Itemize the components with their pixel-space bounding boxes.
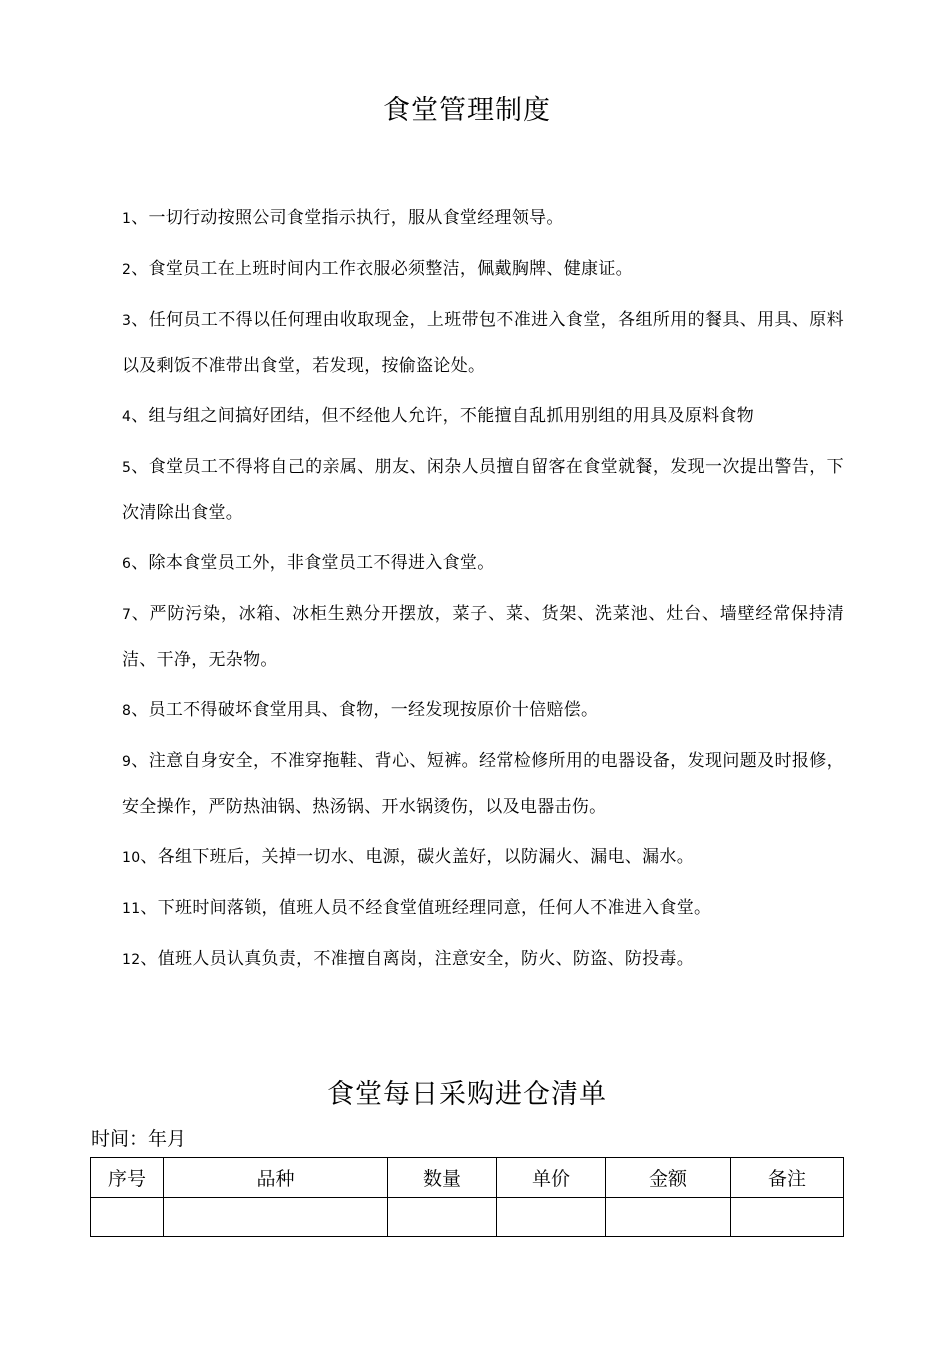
rule-number: 6 xyxy=(122,556,132,572)
rule-text: 、组与组之间搞好团结，但不经他人允许，不能擅自乱抓用别组的用具及原料食物 xyxy=(131,406,755,426)
rule-text: 、任何员工不得以任何理由收取现金，上班带包不准进入食堂，各组所用的餐具、用具、原料以及剩饭不准带出食堂，若发现，按偷盗论处。 xyxy=(122,310,844,376)
rule-item xyxy=(122,445,844,536)
rules-list xyxy=(122,196,844,988)
rule-item xyxy=(122,298,844,389)
table-row xyxy=(91,1198,844,1237)
document-title: 食堂管理制度 xyxy=(383,95,551,126)
column-header: 序号 xyxy=(91,1158,164,1198)
rule-text: 、各组下班后，关掉一切水、电源，碳火盖好，以防漏火、漏电、漏水。 xyxy=(140,847,695,867)
rule-text: 、食堂员工在上班时间内工作衣服必须整洁，佩戴胸牌、健康证。 xyxy=(131,259,633,279)
rule-item xyxy=(122,541,844,587)
rule-number: 8 xyxy=(122,703,132,719)
column-header: 数量 xyxy=(388,1158,497,1198)
column-header: 品种 xyxy=(164,1158,388,1198)
rule-number: 9 xyxy=(122,754,132,770)
rule-item xyxy=(122,739,844,830)
rule-text: 、注意自身安全，不准穿拖鞋、背心、短裤。经常检修所用的电器设备，发现问题及时报修，安全操作，严防热油锅、热汤锅、开水锅烫伤，以及电器击伤。 xyxy=(122,751,844,817)
rule-number: 5 xyxy=(122,460,132,476)
time-label: 时间：年月 xyxy=(91,1128,187,1150)
rule-text: 、员工不得破坏食堂用具、食物，一经发现按原价十倍赔偿。 xyxy=(131,700,599,720)
rule-item xyxy=(122,688,844,734)
column-header: 单价 xyxy=(497,1158,606,1198)
rule-item xyxy=(122,937,844,983)
rule-number: 7 xyxy=(122,607,132,623)
rule-number: 10 xyxy=(122,850,141,866)
table-cell[interactable] xyxy=(606,1198,731,1237)
table-cell[interactable] xyxy=(91,1198,164,1237)
rule-number: 11 xyxy=(122,901,141,917)
table-header-row xyxy=(91,1158,844,1198)
rule-number: 12 xyxy=(122,952,141,968)
rule-item xyxy=(122,196,844,242)
rule-number: 4 xyxy=(122,409,132,425)
rule-number: 3 xyxy=(122,313,132,329)
table-cell[interactable] xyxy=(497,1198,606,1237)
rule-number: 1 xyxy=(122,211,132,227)
rule-text: 、下班时间落锁，值班人员不经食堂值班经理同意，任何人不准进入食堂。 xyxy=(140,898,712,918)
table-cell[interactable] xyxy=(164,1198,388,1237)
rule-item xyxy=(122,886,844,932)
rule-number: 2 xyxy=(122,262,132,278)
table-cell[interactable] xyxy=(731,1198,844,1237)
rule-item xyxy=(122,394,844,440)
rule-item xyxy=(122,835,844,881)
rule-text: 、值班人员认真负责，不准擅自离岗，注意安全，防火、防盗、防投毒。 xyxy=(140,949,695,969)
rule-text: 、食堂员工不得将自己的亲属、朋友、闲杂人员擅自留客在食堂就餐，发现一次提出警告，下次清除出食堂。 xyxy=(122,457,844,523)
column-header: 金额 xyxy=(606,1158,731,1198)
rule-item xyxy=(122,247,844,293)
rule-text: 、一切行动按照公司食堂指示执行，服从食堂经理领导。 xyxy=(131,208,564,228)
purchase-table xyxy=(90,1157,844,1237)
purchase-list-title: 食堂每日采购进仓清单 xyxy=(327,1079,607,1110)
rule-item xyxy=(122,592,844,683)
rule-text: 、除本食堂员工外，非食堂员工不得进入食堂。 xyxy=(131,553,495,573)
rule-text: 、严防污染，冰箱、冰柜生熟分开摆放，菜子、菜、货架、洗菜池、灶台、墙壁经常保持清洁、干净，无杂物。 xyxy=(122,604,844,670)
table-cell[interactable] xyxy=(388,1198,497,1237)
column-header: 备注 xyxy=(731,1158,844,1198)
